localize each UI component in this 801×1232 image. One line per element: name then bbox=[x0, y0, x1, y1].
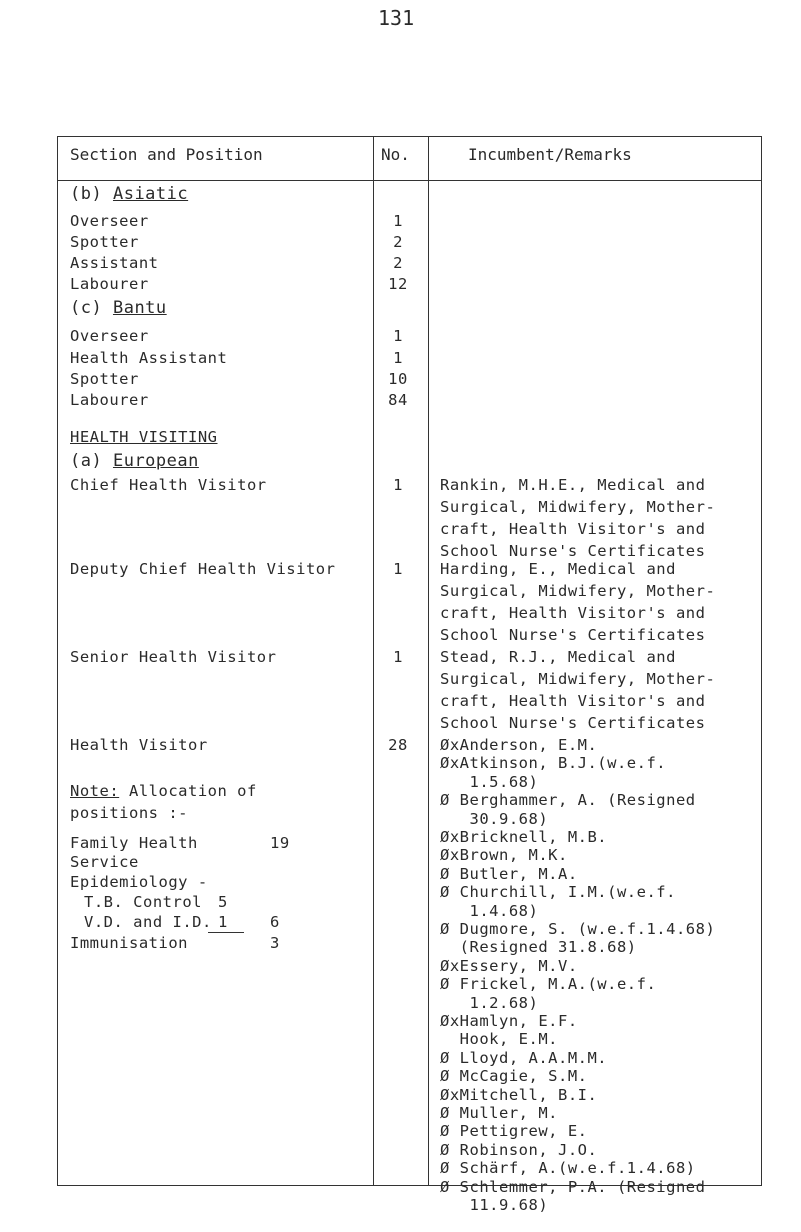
remark-line: ØxBricknell, M.B. bbox=[440, 828, 608, 846]
remark-line: Ø Schärf, A.(w.e.f.1.4.68) bbox=[440, 1159, 696, 1178]
remark-line: 30.9.68) bbox=[440, 809, 549, 828]
table-row-no: 1 bbox=[393, 327, 403, 345]
remark-line: craft, Health Visitor's and bbox=[440, 692, 706, 710]
table-row-position: Labourer bbox=[70, 275, 149, 293]
remark-line: 1.2.68) bbox=[440, 993, 539, 1012]
table-row-no: 2 bbox=[393, 254, 403, 272]
table-row-position: Assistant bbox=[70, 254, 159, 272]
remark-line: ØxBrown, M.K. bbox=[440, 846, 568, 865]
table-row-position: Senior Health Visitor bbox=[70, 648, 277, 666]
table-row-position: Spotter bbox=[70, 233, 139, 251]
remark-line: School Nurse's Certificates bbox=[440, 542, 706, 560]
table-row-position: Overseer bbox=[70, 327, 149, 345]
heading-prefix: (a) bbox=[70, 451, 103, 471]
table-row-no: 10 bbox=[388, 370, 408, 388]
table-row-position: Health Visitor bbox=[70, 736, 208, 754]
note-family-no: 19 bbox=[270, 834, 290, 852]
remark-line: (Resigned 31.8.68) bbox=[440, 938, 637, 957]
remark-line: craft, Health Visitor's and bbox=[440, 604, 706, 622]
note-imm-no: 3 bbox=[270, 934, 280, 952]
health-visiting-heading: HEALTH VISITING bbox=[70, 428, 218, 446]
remark-line: Surgical, Midwifery, Mother- bbox=[440, 670, 716, 688]
remark-line: Ø Pettigrew, E. bbox=[440, 1122, 588, 1141]
page-number: 131 bbox=[378, 6, 415, 30]
remark-line: School Nurse's Certificates bbox=[440, 626, 706, 644]
bantu-heading bbox=[70, 298, 167, 318]
table-row-position: Chief Health Visitor bbox=[70, 476, 267, 494]
table-row-no: 1 bbox=[393, 560, 403, 578]
remark-line: Harding, E., Medical and bbox=[440, 560, 676, 578]
note-line-1 bbox=[70, 782, 257, 800]
remark-line: 1.4.68) bbox=[440, 901, 539, 920]
table-row-position: Spotter bbox=[70, 370, 139, 388]
column-divider-1 bbox=[373, 136, 374, 1186]
remark-line: ØxEssery, M.V. bbox=[440, 956, 578, 975]
note-tb: T.B. Control bbox=[84, 893, 202, 911]
table-row-no: 28 bbox=[388, 736, 408, 754]
note-epi-total: 6 bbox=[270, 913, 280, 931]
subtotal-underline bbox=[208, 932, 244, 933]
note-line-2: positions :- bbox=[70, 804, 188, 822]
remark-line: 11.9.68) bbox=[440, 1196, 549, 1214]
remark-line: Ø Frickel, M.A.(w.e.f. bbox=[440, 975, 657, 994]
table-row-no: 84 bbox=[388, 391, 408, 409]
remark-line: Ø Muller, M. bbox=[440, 1104, 558, 1122]
heading-prefix: (b) bbox=[70, 184, 103, 204]
header-divider bbox=[57, 180, 762, 181]
remark-line: 1.5.68) bbox=[440, 772, 539, 791]
remark-line: ØxHamlyn, E.F. bbox=[440, 1012, 578, 1030]
note-family: Family Health bbox=[70, 834, 198, 852]
heading-text: Bantu bbox=[112, 298, 167, 318]
remark-line: Ø Churchill, I.M.(w.e.f. bbox=[440, 883, 676, 902]
heading-prefix: (c) bbox=[70, 298, 103, 318]
note-epidemiology: Epidemiology - bbox=[70, 873, 208, 891]
heading-text: European bbox=[112, 451, 199, 471]
heading-text: Asiatic bbox=[112, 184, 189, 204]
note-label: Note: bbox=[70, 782, 120, 800]
table-row-no: 1 bbox=[393, 212, 403, 230]
remark-line: ØxAtkinson, B.J.(w.e.f. bbox=[440, 754, 667, 773]
remark-line: Hook, E.M. bbox=[440, 1030, 558, 1049]
col-header-remarks: Incumbent/Remarks bbox=[468, 145, 632, 164]
remark-line: Ø Berghammer, A. (Resigned bbox=[440, 791, 696, 810]
remark-line: craft, Health Visitor's and bbox=[440, 520, 706, 538]
table-row-no: 2 bbox=[393, 233, 403, 251]
table-row-no: 1 bbox=[393, 648, 403, 666]
european-heading bbox=[70, 451, 199, 471]
note-vd: V.D. and I.D. bbox=[84, 913, 212, 931]
remark-line: ØxAnderson, E.M. bbox=[440, 736, 598, 754]
table-row-position: Labourer bbox=[70, 391, 149, 409]
remark-line: Ø McCagie, S.M. bbox=[440, 1067, 588, 1086]
table-row-position: Deputy Chief Health Visitor bbox=[70, 560, 336, 578]
remark-line: Ø Robinson, J.O. bbox=[440, 1140, 598, 1159]
remark-line: Surgical, Midwifery, Mother- bbox=[440, 582, 716, 600]
note-service: Service bbox=[70, 853, 139, 871]
remark-line: Ø Butler, M.A. bbox=[440, 864, 578, 883]
table-row-no: 12 bbox=[388, 275, 408, 293]
note-tb-no: 5 bbox=[218, 893, 228, 911]
column-divider-2 bbox=[428, 136, 429, 1186]
remark-line: Rankin, M.H.E., Medical and bbox=[440, 476, 706, 494]
note-vd-no: 1 bbox=[218, 913, 228, 931]
remark-line: Ø Dugmore, S. (w.e.f.1.4.68) bbox=[440, 920, 716, 938]
table-row-position: Health Assistant bbox=[70, 349, 228, 367]
asiatic-heading bbox=[70, 184, 188, 204]
table-row-no: 1 bbox=[393, 349, 403, 367]
note-immunisation: Immunisation bbox=[70, 934, 188, 952]
remark-line: Ø Schlemmer, P.A. (Resigned bbox=[440, 1177, 706, 1196]
remark-line: Surgical, Midwifery, Mother- bbox=[440, 498, 716, 516]
note-text: Allocation of bbox=[119, 782, 257, 800]
col-header-no: No. bbox=[381, 145, 410, 164]
remark-line: Stead, R.J., Medical and bbox=[440, 648, 676, 666]
remark-line: School Nurse's Certificates bbox=[440, 714, 706, 732]
remark-line: Ø Lloyd, A.A.M.M. bbox=[440, 1048, 608, 1067]
table-row-position: Overseer bbox=[70, 212, 149, 230]
table-row-no: 1 bbox=[393, 476, 403, 494]
col-header-section: Section and Position bbox=[70, 145, 263, 164]
remark-line: ØxMitchell, B.I. bbox=[440, 1085, 598, 1104]
